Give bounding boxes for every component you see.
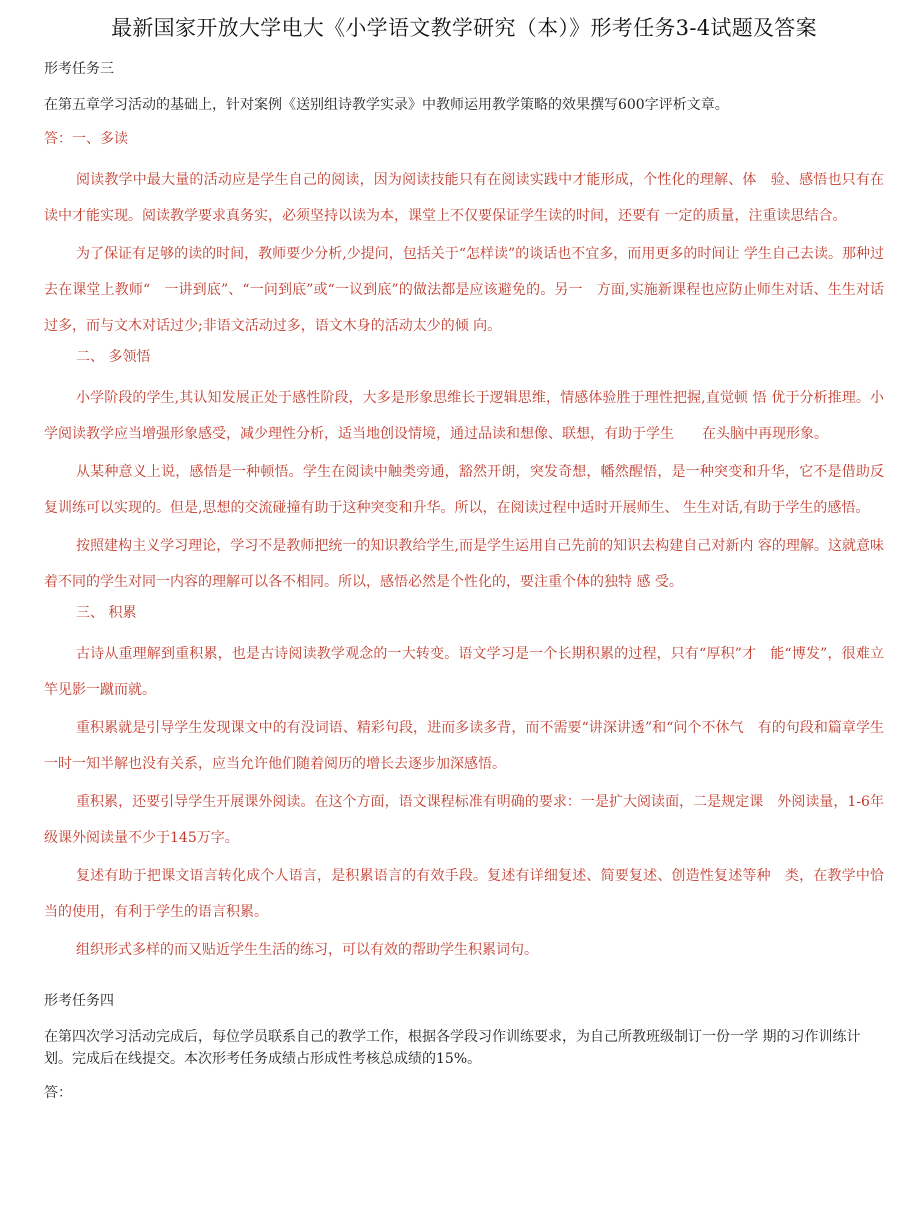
task3-answer-prefix: 答： [44, 131, 72, 147]
task3-s1-para-2: 为了保证有足够的读的时间，教师要少分析,少提问，包括关于“怎样读”的谈话也不宜多，而用更多的时间让 学生自己去读。那种过去在课堂上教师“ 一讲到底”、“一问到底”或“一议到底”的做法都是应该避免的。另一 方面,实施新课程也应防止师生对话、生生对话过多，而与文木对话过少;非语文活动过多，语文木身的活动太少的倾 向。 [44, 246, 884, 334]
task3-answer-label [44, 128, 884, 148]
task4-heading: 形考任务四 [44, 993, 114, 1009]
task3-section1-title: 一、多读 [72, 131, 128, 147]
task3-s3-para-3: 重积累，还要引导学生开展课外阅读。在这个方面，语文课程标准有明确的要求：一是扩大阅读面，二是规定课 外阅读量，1-6年级课外阅读量不少于145万字。 [44, 794, 884, 846]
task3-s3-para-1: 古诗从重理解到重积累，也是古诗阅读教学观念的一大转变。语文学习是一个长期积累的过程，只有“厚积”才 能“博发”，很难立竿见影一蹴而就。 [44, 646, 884, 698]
task3-s3-para-5: 组织形式多样的而又贴近学生生活的练习，可以有效的帮助学生积累词句。 [76, 942, 538, 958]
task3-s3-para-4: 复述有助于把课文语言转化成个人语言，是积累语言的有效手段。复述有详细复述、简要复述、创造性复述等种 类，在教学中恰当的使用，有利于学生的语言积累。 [44, 868, 884, 920]
task3-s2-para-1: 小学阶段的学生,其认知发展正处于感性阶段，大多是形象思维长于逻辑思维，情感体验胜于理性把握,直觉顿 悟 优于分析推理。小学阅读教学应当增强形象感受，减少理性分析，适当地创设情境，通过品读和想像、联想，有助于学生 在头脑中再现形象。 [44, 390, 884, 442]
task4-section [44, 990, 884, 1102]
task3-s2-para-3: 按照建构主义学习理论，学习不是教师把统一的知识教给学生,而是学生运用自己先前的知识去构建自己对新内 容的理解。这就意味着不同的学生对同一内容的理解可以各不相同。所以，感悟必然是个性化的，要注重个体的独特 感 受。 [44, 538, 884, 590]
task3-s1-para-1: 阅读教学中最大量的活动应是学生自己的阅读，因为阅读技能只有在阅读实践中才能形成，个性化的理解、体 验、感悟也只有在读中才能实现。阅读教学要求真务实，必须坚持以读为本，课堂上不仅要保证学生读的时间，还要有 一定的质量，注重读思结合。 [44, 172, 884, 224]
task3-section [44, 58, 884, 968]
task4-answer-label: 答： [44, 1085, 72, 1101]
task3-s2-para-2: 从某种意义上说，感悟是一种顿悟。学生在阅读中触类旁通，豁然开朗，突发奇想，幡然醒悟，是一种突变和升华，它不是借助反复训练可以实现的。但是,思想的交流碰撞有助于这种突变和升华。所以，在阅读过程中适时开展师生、 生生对话,有助于学生的感悟。 [44, 464, 884, 516]
task4-question: 在第四次学习活动完成后，每位学员联系自己的教学工作，根据各学段习作训练要求，为自己所教班级制订一份一学 期的习作训练计划。完成后在线提交。本次形考任务成绩占形成性考核总成绩的15%。 [44, 1029, 861, 1067]
task3-section3-title: 三、 积累 [76, 605, 137, 621]
task3-s3-para-2: 重积累就是引导学生发现课文中的有没词语、精彩句段，进而多读多背，而不需要“讲深讲透”和“问个不休气 有的句段和篇章学生一时一知半解也没有关系，应当允许他们随着阅历的增长去逐步加深感悟。 [44, 720, 884, 772]
task3-question: 在第五章学习活动的基础上，针对案例《送别组诗教学实录》中教师运用教学策略的效果撰写600字评析文章。 [44, 97, 729, 113]
task3-section2-title: 二、 多领悟 [76, 349, 151, 365]
document-title: 最新国家开放大学电大《小学语文教学研究（本）》形考任务3-4试题及答案 [111, 16, 817, 40]
task3-heading: 形考任务三 [44, 61, 114, 77]
